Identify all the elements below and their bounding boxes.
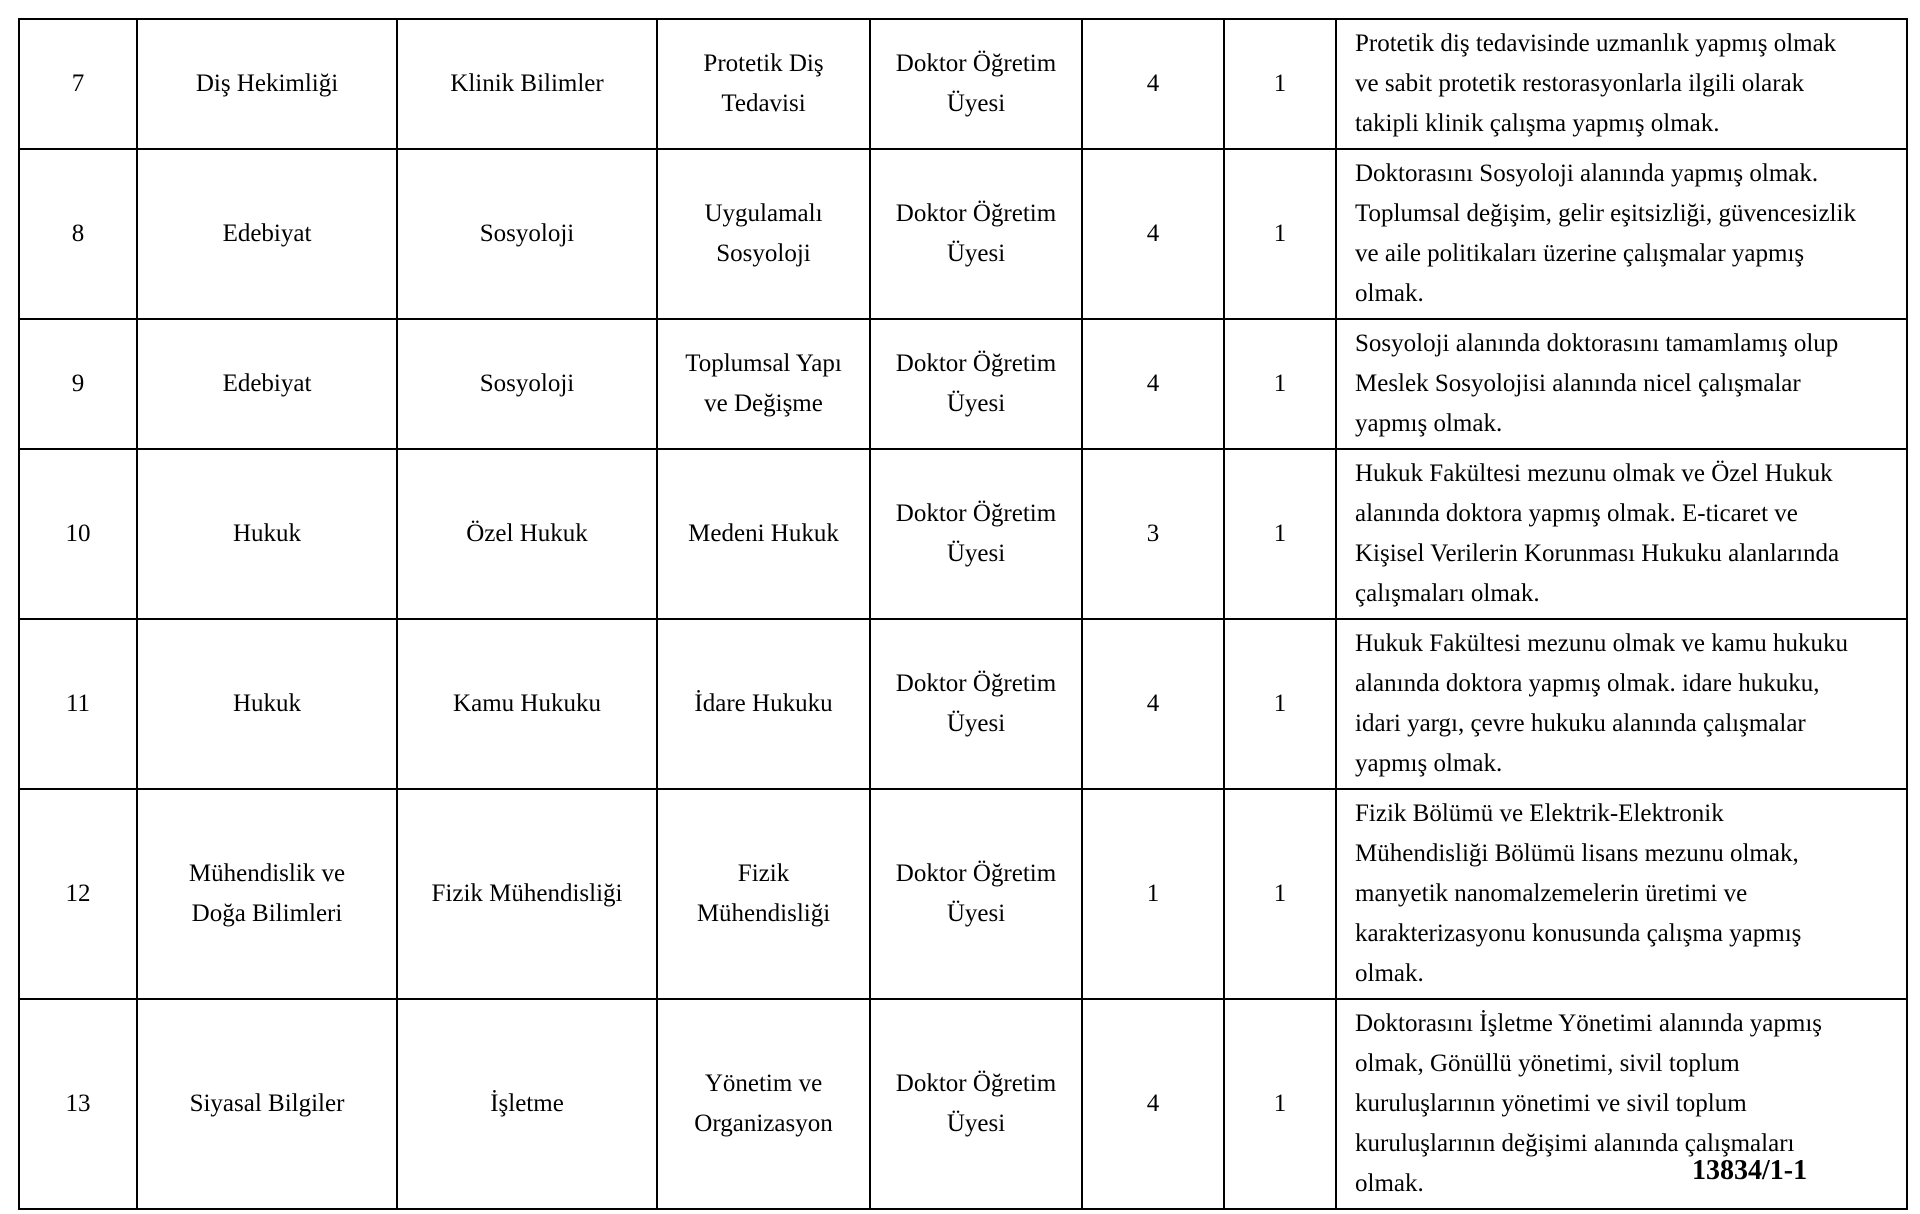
program-cell: Medeni Hukuk bbox=[657, 449, 870, 619]
position-count-cell: 1 bbox=[1224, 789, 1336, 999]
position-count-cell: 1 bbox=[1224, 999, 1336, 1209]
requirement-cell: Hukuk Fakültesi mezunu olmak ve kamu hukuku alanında doktora yapmış olmak. idare hukuku, idari yargı, çevre hukuku alanında çalışmalar yapmış olmak. bbox=[1336, 619, 1907, 789]
department-cell: Kamu Hukuku bbox=[397, 619, 657, 789]
faculty-cell: Hukuk bbox=[137, 449, 397, 619]
position-count-cell: 1 bbox=[1224, 19, 1336, 149]
table-body bbox=[19, 19, 1907, 1209]
program-cell: Toplumsal Yapı ve Değişme bbox=[657, 319, 870, 449]
requirement-cell: Protetik diş tedavisinde uzmanlık yapmış olmak ve sabit protetik restorasyonlarla ilgili olarak takipli klinik çalışma yapmış olmak. bbox=[1336, 19, 1907, 149]
row-number-cell: 11 bbox=[19, 619, 137, 789]
degree-cell: 4 bbox=[1082, 619, 1224, 789]
table-row bbox=[19, 449, 1907, 619]
table-row bbox=[19, 999, 1907, 1209]
degree-cell: 3 bbox=[1082, 449, 1224, 619]
position-count-cell: 1 bbox=[1224, 149, 1336, 319]
row-number-cell: 13 bbox=[19, 999, 137, 1209]
academic-title-cell: Doktor Öğretim Üyesi bbox=[870, 999, 1082, 1209]
row-number-cell: 7 bbox=[19, 19, 137, 149]
department-cell: İşletme bbox=[397, 999, 657, 1209]
position-count-cell: 1 bbox=[1224, 319, 1336, 449]
position-count-cell: 1 bbox=[1224, 619, 1336, 789]
faculty-cell: Edebiyat bbox=[137, 319, 397, 449]
program-cell: Uygulamalı Sosyoloji bbox=[657, 149, 870, 319]
degree-cell: 4 bbox=[1082, 149, 1224, 319]
requirement-cell: Hukuk Fakültesi mezunu olmak ve Özel Hukuk alanında doktora yapmış olmak. E-ticaret ve Kişisel Verilerin Korunması Hukuku alanlarında çalışmaları olmak. bbox=[1336, 449, 1907, 619]
department-cell: Sosyoloji bbox=[397, 149, 657, 319]
program-cell: Fizik Mühendisliği bbox=[657, 789, 870, 999]
faculty-cell: Edebiyat bbox=[137, 149, 397, 319]
degree-cell: 4 bbox=[1082, 999, 1224, 1209]
program-cell: Yönetim ve Organizasyon bbox=[657, 999, 870, 1209]
academic-title-cell: Doktor Öğretim Üyesi bbox=[870, 789, 1082, 999]
table-row bbox=[19, 619, 1907, 789]
requirement-cell: Doktorasını İşletme Yönetimi alanında yapmış olmak, Gönüllü yönetimi, sivil toplum kuruluşlarının yönetimi ve sivil toplum kuruluşlarının değişimi alanında çalışmaları olmak. bbox=[1336, 999, 1907, 1209]
job-announcement-table bbox=[18, 18, 1908, 1210]
requirement-cell: Doktorasını Sosyoloji alanında yapmış olmak. Toplumsal değişim, gelir eşitsizliği, güvencesizlik ve aile politikaları üzerine çalışmalar yapmış olmak. bbox=[1336, 149, 1907, 319]
program-cell: İdare Hukuku bbox=[657, 619, 870, 789]
row-number-cell: 10 bbox=[19, 449, 137, 619]
academic-title-cell: Doktor Öğretim Üyesi bbox=[870, 449, 1082, 619]
faculty-cell: Siyasal Bilgiler bbox=[137, 999, 397, 1209]
position-count-cell: 1 bbox=[1224, 449, 1336, 619]
row-number-cell: 8 bbox=[19, 149, 137, 319]
degree-cell: 1 bbox=[1082, 789, 1224, 999]
faculty-cell: Mühendislik ve Doğa Bilimleri bbox=[137, 789, 397, 999]
degree-cell: 4 bbox=[1082, 19, 1224, 149]
requirement-cell: Sosyoloji alanında doktorasını tamamlamış olup Meslek Sosyolojisi alanında nicel çalışmalar yapmış olmak. bbox=[1336, 319, 1907, 449]
row-number-cell: 9 bbox=[19, 319, 137, 449]
department-cell: Klinik Bilimler bbox=[397, 19, 657, 149]
table-row bbox=[19, 19, 1907, 149]
program-cell: Protetik Diş Tedavisi bbox=[657, 19, 870, 149]
academic-title-cell: Doktor Öğretim Üyesi bbox=[870, 619, 1082, 789]
faculty-cell: Hukuk bbox=[137, 619, 397, 789]
table-row bbox=[19, 149, 1907, 319]
faculty-cell: Diş Hekimliği bbox=[137, 19, 397, 149]
academic-title-cell: Doktor Öğretim Üyesi bbox=[870, 149, 1082, 319]
department-cell: Özel Hukuk bbox=[397, 449, 657, 619]
department-cell: Fizik Mühendisliği bbox=[397, 789, 657, 999]
table-row bbox=[19, 319, 1907, 449]
requirement-cell: Fizik Bölümü ve Elektrik-Elektronik Mühendisliği Bölümü lisans mezunu olmak, manyetik nanomalzemelerin üretimi ve karakterizasyonu konusunda çalışma yapmış olmak. bbox=[1336, 789, 1907, 999]
academic-title-cell: Doktor Öğretim Üyesi bbox=[870, 319, 1082, 449]
academic-title-cell: Doktor Öğretim Üyesi bbox=[870, 19, 1082, 149]
degree-cell: 4 bbox=[1082, 319, 1224, 449]
row-number-cell: 12 bbox=[19, 789, 137, 999]
department-cell: Sosyoloji bbox=[397, 319, 657, 449]
table-row bbox=[19, 789, 1907, 999]
page-reference-number: 13834/1-1 bbox=[1692, 1155, 1808, 1186]
